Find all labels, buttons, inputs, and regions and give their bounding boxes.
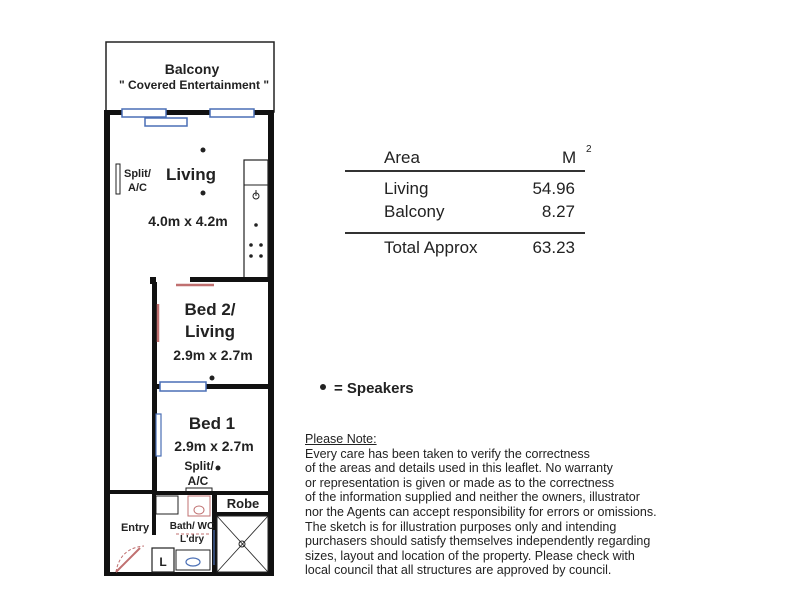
linen-label: L [159, 555, 167, 569]
bed1-dims: 2.9m x 2.7m [174, 438, 254, 454]
area-table [345, 140, 592, 270]
disclaimer [305, 432, 695, 578]
living-ac-line1: Split/ [124, 168, 151, 180]
area-total-label: Total Approx [384, 238, 478, 257]
bed1-ac-line1: Split/ [184, 459, 214, 473]
speaker-icon [210, 376, 215, 381]
area-row-label: Balcony [384, 202, 445, 221]
area-total-value: 63.23 [532, 238, 575, 257]
table-total-rule [345, 232, 585, 234]
bed2-label-line1: Bed 2/ [184, 300, 236, 319]
speaker-icon [201, 191, 206, 196]
balcony-window-mid [145, 118, 187, 126]
entry-label: Entry [120, 522, 150, 534]
robe-bottom-wall [212, 512, 274, 516]
bed1-side-window [156, 414, 161, 456]
bath-label-line1: Bath/ WC [169, 521, 215, 532]
cooktop-burner-icon [254, 223, 258, 227]
right-wall [268, 110, 274, 576]
bed2-dims: 2.9m x 2.7m [173, 347, 253, 363]
entry-top-wall [104, 490, 154, 494]
balcony-label: Balcony [164, 61, 220, 77]
living-ac-line2: A/C [128, 182, 147, 194]
living-dims: 4.0m x 4.2m [148, 213, 228, 229]
kitchen-bench [244, 160, 268, 278]
ac-unit-living [116, 164, 120, 194]
legend-text: = Speakers [334, 380, 414, 397]
speaker-icon [320, 384, 326, 390]
balcony-note: " Covered Entertainment " [118, 78, 270, 92]
left-wall [104, 110, 110, 576]
cooktop-burner-icon [249, 254, 253, 258]
speaker-icon [216, 466, 221, 471]
laundry-tub [156, 496, 178, 514]
balcony-window-left [122, 109, 166, 117]
speaker-icon [201, 148, 206, 153]
table-header-rule [345, 170, 585, 172]
cooktop-burner-icon [249, 243, 253, 247]
disclaimer-body: Every care has been taken to verify the correctness of the areas and details used in this leaflet. No warranty or representation is given or made as to the correctness of the information supplied and neither the owners, illustrator nor the Agents can accept responsibility for errors or omissions. The sketch is for illustration purposes only and intending purchasers should satisfy themselves independently regarding sizes, layout and location of the property. Please check with local council that all structures are approved by council. [305, 446, 657, 578]
area-row-value: 8.27 [541, 202, 575, 221]
robe-label: Robe [226, 496, 260, 511]
balcony-window-right [210, 109, 254, 117]
cooktop-burner-icon [259, 243, 263, 247]
balcony-outline [106, 42, 274, 112]
bed1-window [160, 382, 206, 391]
bed2-label-line2: Living [184, 322, 236, 341]
bed2-left-wall [152, 282, 157, 388]
entry-inner-wall [152, 495, 156, 535]
bed1-label: Bed 1 [188, 414, 236, 433]
vanity [176, 550, 210, 570]
speaker-legend [320, 380, 414, 397]
area-header-label: Area [384, 148, 420, 167]
area-header-unit: M [562, 148, 577, 167]
bath-label-line2: L'dry [179, 534, 205, 545]
area-row-label: Living [384, 179, 429, 198]
area-row-value: 54.96 [532, 179, 575, 198]
bottom-wall [104, 572, 274, 576]
bed1-ac-line2: A/C [187, 474, 209, 488]
cooktop-burner-icon [259, 254, 263, 258]
area-header-unit-sup: 2 [586, 144, 592, 155]
living-label: Living [165, 165, 217, 184]
disclaimer-title: Please Note: [305, 432, 377, 446]
living-bed2-wall [190, 277, 274, 282]
